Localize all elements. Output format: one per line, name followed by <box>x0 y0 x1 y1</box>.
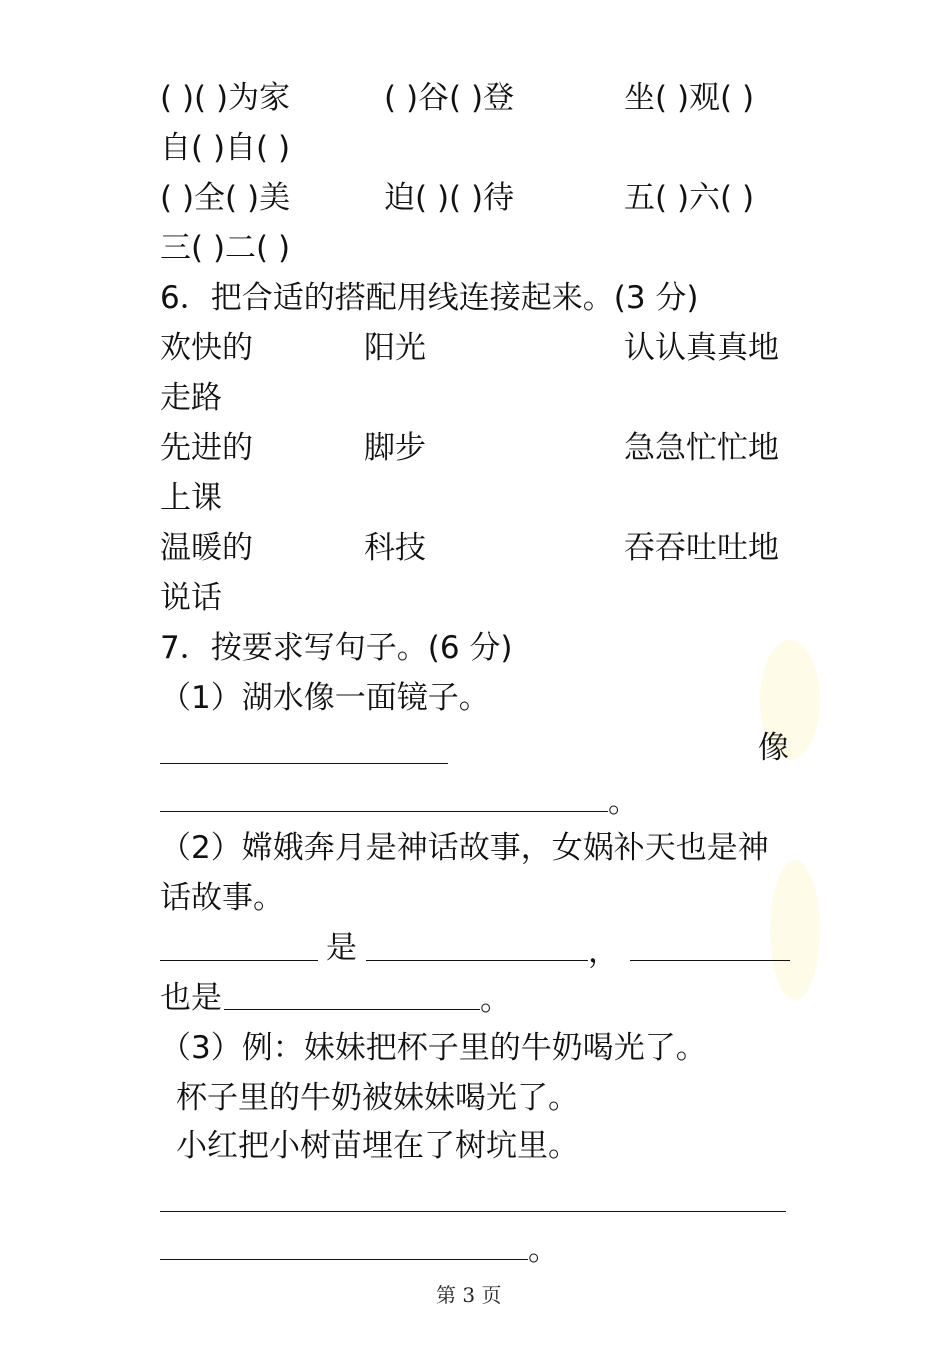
word-xiang: 像 <box>758 730 789 766</box>
match-right-3: 吞吞吐吐地 <box>624 530 779 566</box>
answer-blank[interactable] <box>160 1211 786 1212</box>
idiom-7: 五( )六( ) <box>624 180 755 216</box>
answer-blank[interactable] <box>160 763 448 764</box>
match-wrap-1: 走路 <box>160 380 222 416</box>
word-yeshi: 也是 <box>160 980 222 1016</box>
match-left-3: 温暖的 <box>160 530 253 566</box>
match-mid-1: 阳光 <box>364 330 426 366</box>
idiom-2: ( )谷( )登 <box>384 80 515 116</box>
answer-blank[interactable] <box>160 811 608 812</box>
match-mid-3: 科技 <box>364 530 426 566</box>
answer-blank[interactable] <box>160 1259 528 1260</box>
idiom-1: ( )( )为家 <box>160 80 291 116</box>
match-right-2: 急急忙忙地 <box>624 430 779 466</box>
sentence-2-prompt: （2）嫦娥奔月是神话故事，女娲补天也是神 <box>160 830 769 866</box>
paper-tint <box>770 860 820 1000</box>
word-shi: 是 <box>326 930 357 966</box>
period: 。 <box>608 784 639 820</box>
answer-blank[interactable] <box>366 960 588 961</box>
match-mid-2: 脚步 <box>364 430 426 466</box>
match-right-1: 认认真真地 <box>624 330 779 366</box>
idiom-8: 三( )二( ) <box>160 230 291 266</box>
match-wrap-2: 上课 <box>160 480 222 516</box>
sentence-3-example: （3）例：妹妹把杯子里的牛奶喝光了。 <box>160 1030 707 1066</box>
match-left-1: 欢快的 <box>160 330 253 366</box>
answer-blank[interactable] <box>224 1009 480 1010</box>
question-6-title: 6．把合适的搭配用线连接起来。(3 分) <box>160 280 699 316</box>
comma: ， <box>588 934 619 970</box>
idiom-6: 迫( )( )待 <box>384 180 515 216</box>
idiom-3: 坐( )观( ) <box>624 80 755 116</box>
match-left-2: 先进的 <box>160 430 253 466</box>
answer-blank[interactable] <box>630 960 790 961</box>
question-7-title: 7．按要求写句子。(6 分) <box>160 630 513 666</box>
sentence-3-example-answer: 杯子里的牛奶被妹妹喝光了。 <box>176 1080 579 1116</box>
idiom-4: 自( )自( ) <box>160 130 291 166</box>
sentence-1-prompt: （1）湖水像一面镜子。 <box>160 680 490 716</box>
answer-blank[interactable] <box>160 960 318 961</box>
page-number: 第 3 页 <box>436 1283 502 1307</box>
idiom-5: ( )全( )美 <box>160 180 291 216</box>
match-wrap-3: 说话 <box>160 580 222 616</box>
period: 。 <box>528 1232 559 1268</box>
sentence-2-prompt-cont: 话故事。 <box>160 880 284 916</box>
sentence-3-task: 小红把小树苗埋在了树坑里。 <box>176 1128 579 1164</box>
period: 。 <box>480 982 511 1018</box>
